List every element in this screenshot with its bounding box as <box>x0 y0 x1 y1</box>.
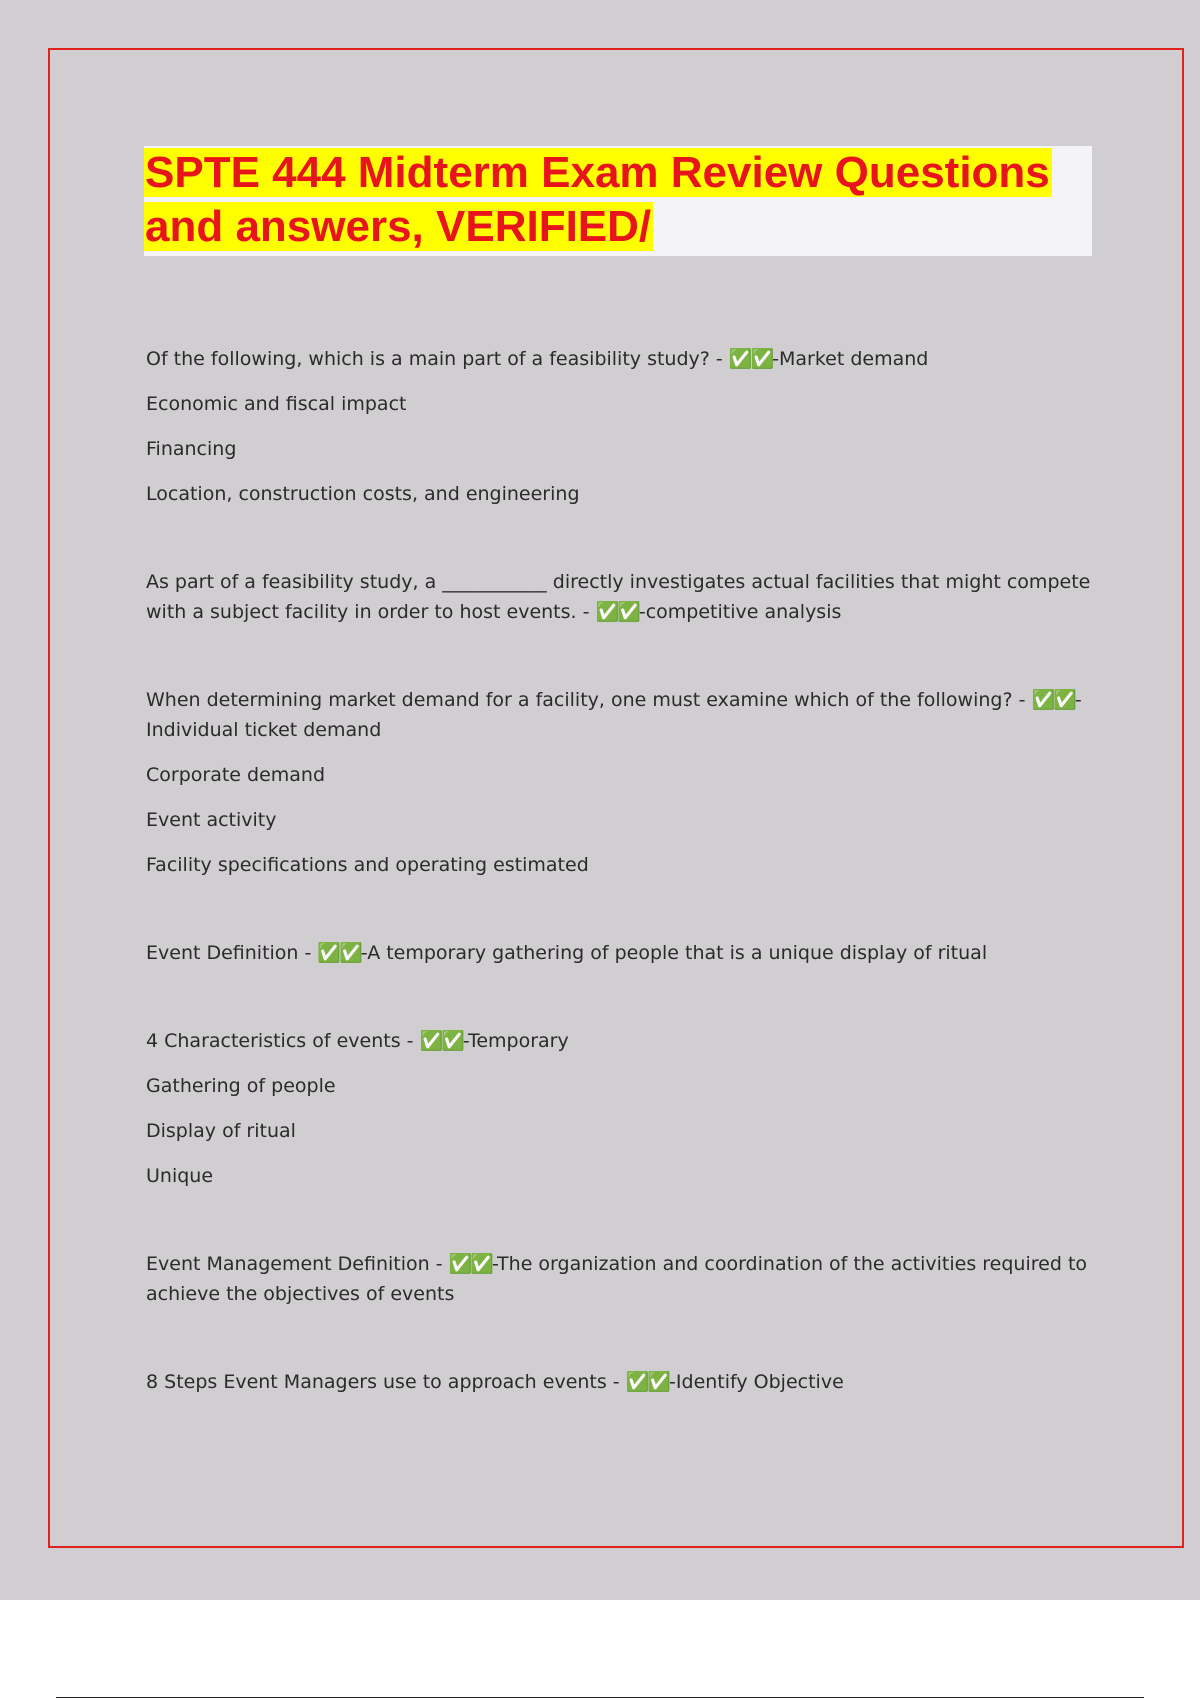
qa-item <box>146 1026 1096 1191</box>
question-text: 8 Steps Event Managers use to approach events - <box>146 1371 626 1393</box>
checkmark-icon: ✅✅ <box>419 1030 463 1052</box>
answer-text: -A temporary gathering of people that is a unique display of ritual <box>360 942 988 964</box>
question-text: Of the following, which is a main part of a feasibility study? - <box>146 348 729 370</box>
title-box <box>144 146 1092 256</box>
checkmark-icon: ✅✅ <box>448 1253 492 1275</box>
question-line <box>146 1367 1096 1397</box>
question-line <box>146 567 1096 627</box>
checkmark-icon: ✅✅ <box>595 601 639 623</box>
answer-line: Economic and fiscal impact <box>146 393 407 415</box>
answer-line: Facility specifications and operating estimated <box>146 854 589 876</box>
qa-content <box>146 344 1096 1455</box>
question-line <box>146 685 1096 745</box>
question-line <box>146 1026 1096 1056</box>
question-text: 4 Characteristics of events - <box>146 1030 420 1052</box>
answer-line: Event activity <box>146 809 277 831</box>
checkmark-icon: ✅✅ <box>728 348 773 370</box>
answer-line: Corporate demand <box>146 764 326 786</box>
checkmark-icon: ✅✅ <box>317 942 361 964</box>
answer-text: -Identify Objective <box>669 1371 844 1393</box>
qa-item <box>146 938 1096 968</box>
answer-text: -Temporary <box>462 1030 569 1052</box>
answer-text: -The organization and coordination of the activities required to achieve the objectives of events <box>146 1253 1088 1305</box>
qa-item <box>146 1249 1096 1309</box>
answer-text: -Individual ticket demand <box>146 689 1082 741</box>
question-text: When determining market demand for a facility, one must examine which of the following? - <box>146 689 1032 711</box>
qa-item <box>146 344 1096 509</box>
answer-line: Gathering of people <box>146 1075 336 1097</box>
answer-text: -Market demand <box>772 348 929 370</box>
answer-line: Unique <box>146 1165 214 1187</box>
checkmark-icon: ✅✅ <box>1031 689 1075 711</box>
question-line <box>146 344 1096 374</box>
question-line <box>146 1249 1096 1309</box>
checkmark-icon: ✅✅ <box>625 1371 670 1393</box>
question-text: Event Definition - <box>146 942 318 964</box>
footer-divider <box>56 1697 1144 1698</box>
document-title: SPTE 444 Midterm Exam Review Questions and answers, VERIFIED/ <box>145 148 1050 251</box>
answer-text: -competitive analysis <box>638 601 842 623</box>
question-text: As part of a feasibility study, a ___________ directly investigates actual facilities that might compete with a subject facility in order to host events. - <box>146 571 1091 623</box>
answer-line: Location, construction costs, and engineering <box>146 483 580 505</box>
qa-item <box>146 567 1096 627</box>
answer-line: Display of ritual <box>146 1120 296 1142</box>
question-text: Event Management Definition - <box>146 1253 449 1275</box>
question-line <box>146 938 1096 968</box>
qa-item <box>146 685 1096 880</box>
qa-item <box>146 1367 1096 1397</box>
answer-line: Financing <box>146 438 237 460</box>
